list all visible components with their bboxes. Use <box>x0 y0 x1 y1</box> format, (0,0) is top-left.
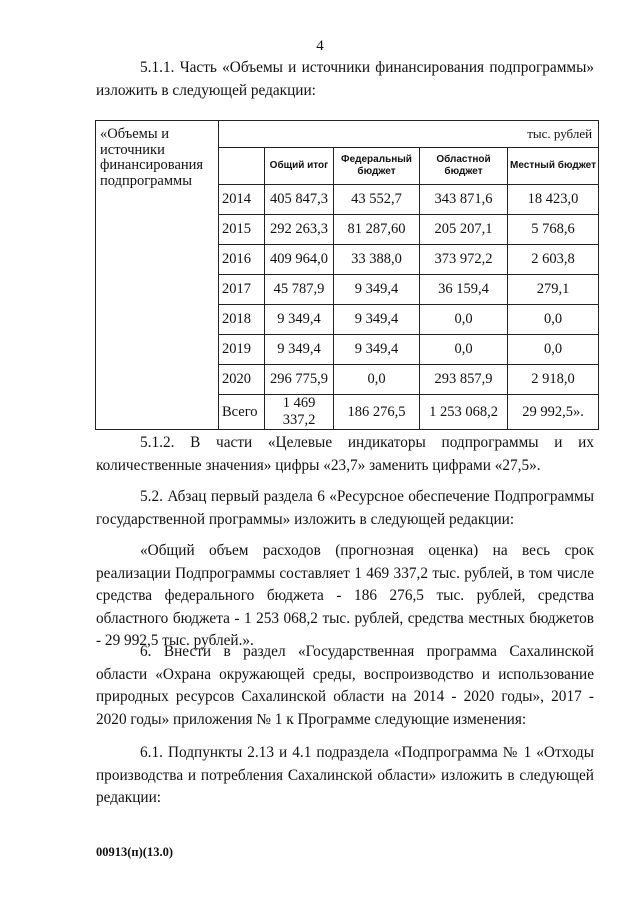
row-local: 0,0 <box>508 305 599 335</box>
row-year: 2017 <box>219 275 265 305</box>
row-total: 9 349,4 <box>265 335 334 365</box>
row-federal: 9 349,4 <box>334 305 420 335</box>
row-total: 292 263,3 <box>265 215 334 245</box>
paragraph-6-1: 6.1. Подпункты 2.13 и 4.1 подраздела «Подпрограмма № 1 «Отходы производства и потребления Сахалинской области» изложить в следующей редакции: <box>96 744 594 806</box>
row-total: 45 787,9 <box>265 275 334 305</box>
row-total: 405 847,3 <box>265 185 334 215</box>
row-federal: 0,0 <box>334 365 420 395</box>
row-federal: 81 287,60 <box>334 215 420 245</box>
paragraph-5-2: 5.2. Абзац первый раздела 6 «Ресурсное обеспечение Подпрограммы государственной программы» изложить в следующей редакции: <box>96 488 594 528</box>
paragraph-quote: «Общий объем расходов (прогнозная оценка) на весь срок реализации Подпрограммы составляет 1 469 337,2 тыс. рублей, в том числе средства федерального бюджета - 186 276,5 тыс. рублей, средства областного бюджета - 1 253 068,2 тыс. рублей, средства местных бюджетов - 29 992,5 тыс. рублей.». <box>96 542 594 649</box>
header-federal: Федеральный бюджет <box>334 148 420 185</box>
header-total: Общий итог <box>265 148 334 185</box>
row-total: 9 349,4 <box>265 305 334 335</box>
row-local: 2 603,8 <box>508 245 599 275</box>
row-total: 1 469 337,2 <box>265 395 334 430</box>
row-year: 2020 <box>219 365 265 395</box>
row-regional: 293 857,9 <box>420 365 508 395</box>
row-year: 2019 <box>219 335 265 365</box>
row-local: 5 768,6 <box>508 215 599 245</box>
paragraph-5-1-1: 5.1.1. Часть «Объемы и источники финансирования подпрограммы» изложить в следующей редакции: <box>96 59 594 99</box>
row-regional: 0,0 <box>420 305 508 335</box>
row-local: 279,1 <box>508 275 599 305</box>
row-total: 409 964,0 <box>265 245 334 275</box>
row-regional: 205 207,1 <box>420 215 508 245</box>
row-year: Всего <box>219 395 265 430</box>
row-regional: 1 253 068,2 <box>420 395 508 430</box>
row-local: 0,0 <box>508 335 599 365</box>
row-local: 29 992,5». <box>508 395 599 430</box>
header-empty-cell <box>219 148 265 185</box>
row-federal: 9 349,4 <box>334 275 420 305</box>
header-regional: Областной бюджет <box>420 148 508 185</box>
row-federal: 9 349,4 <box>334 335 420 365</box>
row-year: 2018 <box>219 305 265 335</box>
header-local: Местный бюджет <box>508 148 599 185</box>
document-code: 00913(п)(13.0) <box>96 845 173 859</box>
page-number: 4 <box>316 38 324 54</box>
row-regional: 0,0 <box>420 335 508 365</box>
row-regional: 36 159,4 <box>420 275 508 305</box>
row-year: 2015 <box>219 215 265 245</box>
row-year: 2016 <box>219 245 265 275</box>
row-local: 18 423,0 <box>508 185 599 215</box>
row-year: 2014 <box>219 185 265 215</box>
row-local: 2 918,0 <box>508 365 599 395</box>
row-regional: 373 972,2 <box>420 245 508 275</box>
paragraph-6: 6. Внести в раздел «Государственная программа Сахалинской области «Охрана окружающей среды, воспроизводство и использование природных ресурсов Сахалинской области на 2014 - 2020 годы», 2017 - 2020 годы» приложения № 1 к Программе следующие изменения: <box>96 643 594 728</box>
row-regional: 343 871,6 <box>420 185 508 215</box>
row-federal: 186 276,5 <box>334 395 420 430</box>
row-federal: 43 552,7 <box>334 185 420 215</box>
table-label: «Объемы и источники финансирования подпрограммы <box>96 121 219 430</box>
row-federal: 33 388,0 <box>334 245 420 275</box>
paragraph-5-1-2: 5.1.2. В части «Целевые индикаторы подпрограммы и их количественные значения» цифры «23,7» заменить цифрами «27,5». <box>96 434 594 474</box>
row-total: 296 775,9 <box>265 365 334 395</box>
financing-table <box>95 120 599 430</box>
table-units: тыс. рублей <box>219 121 599 148</box>
